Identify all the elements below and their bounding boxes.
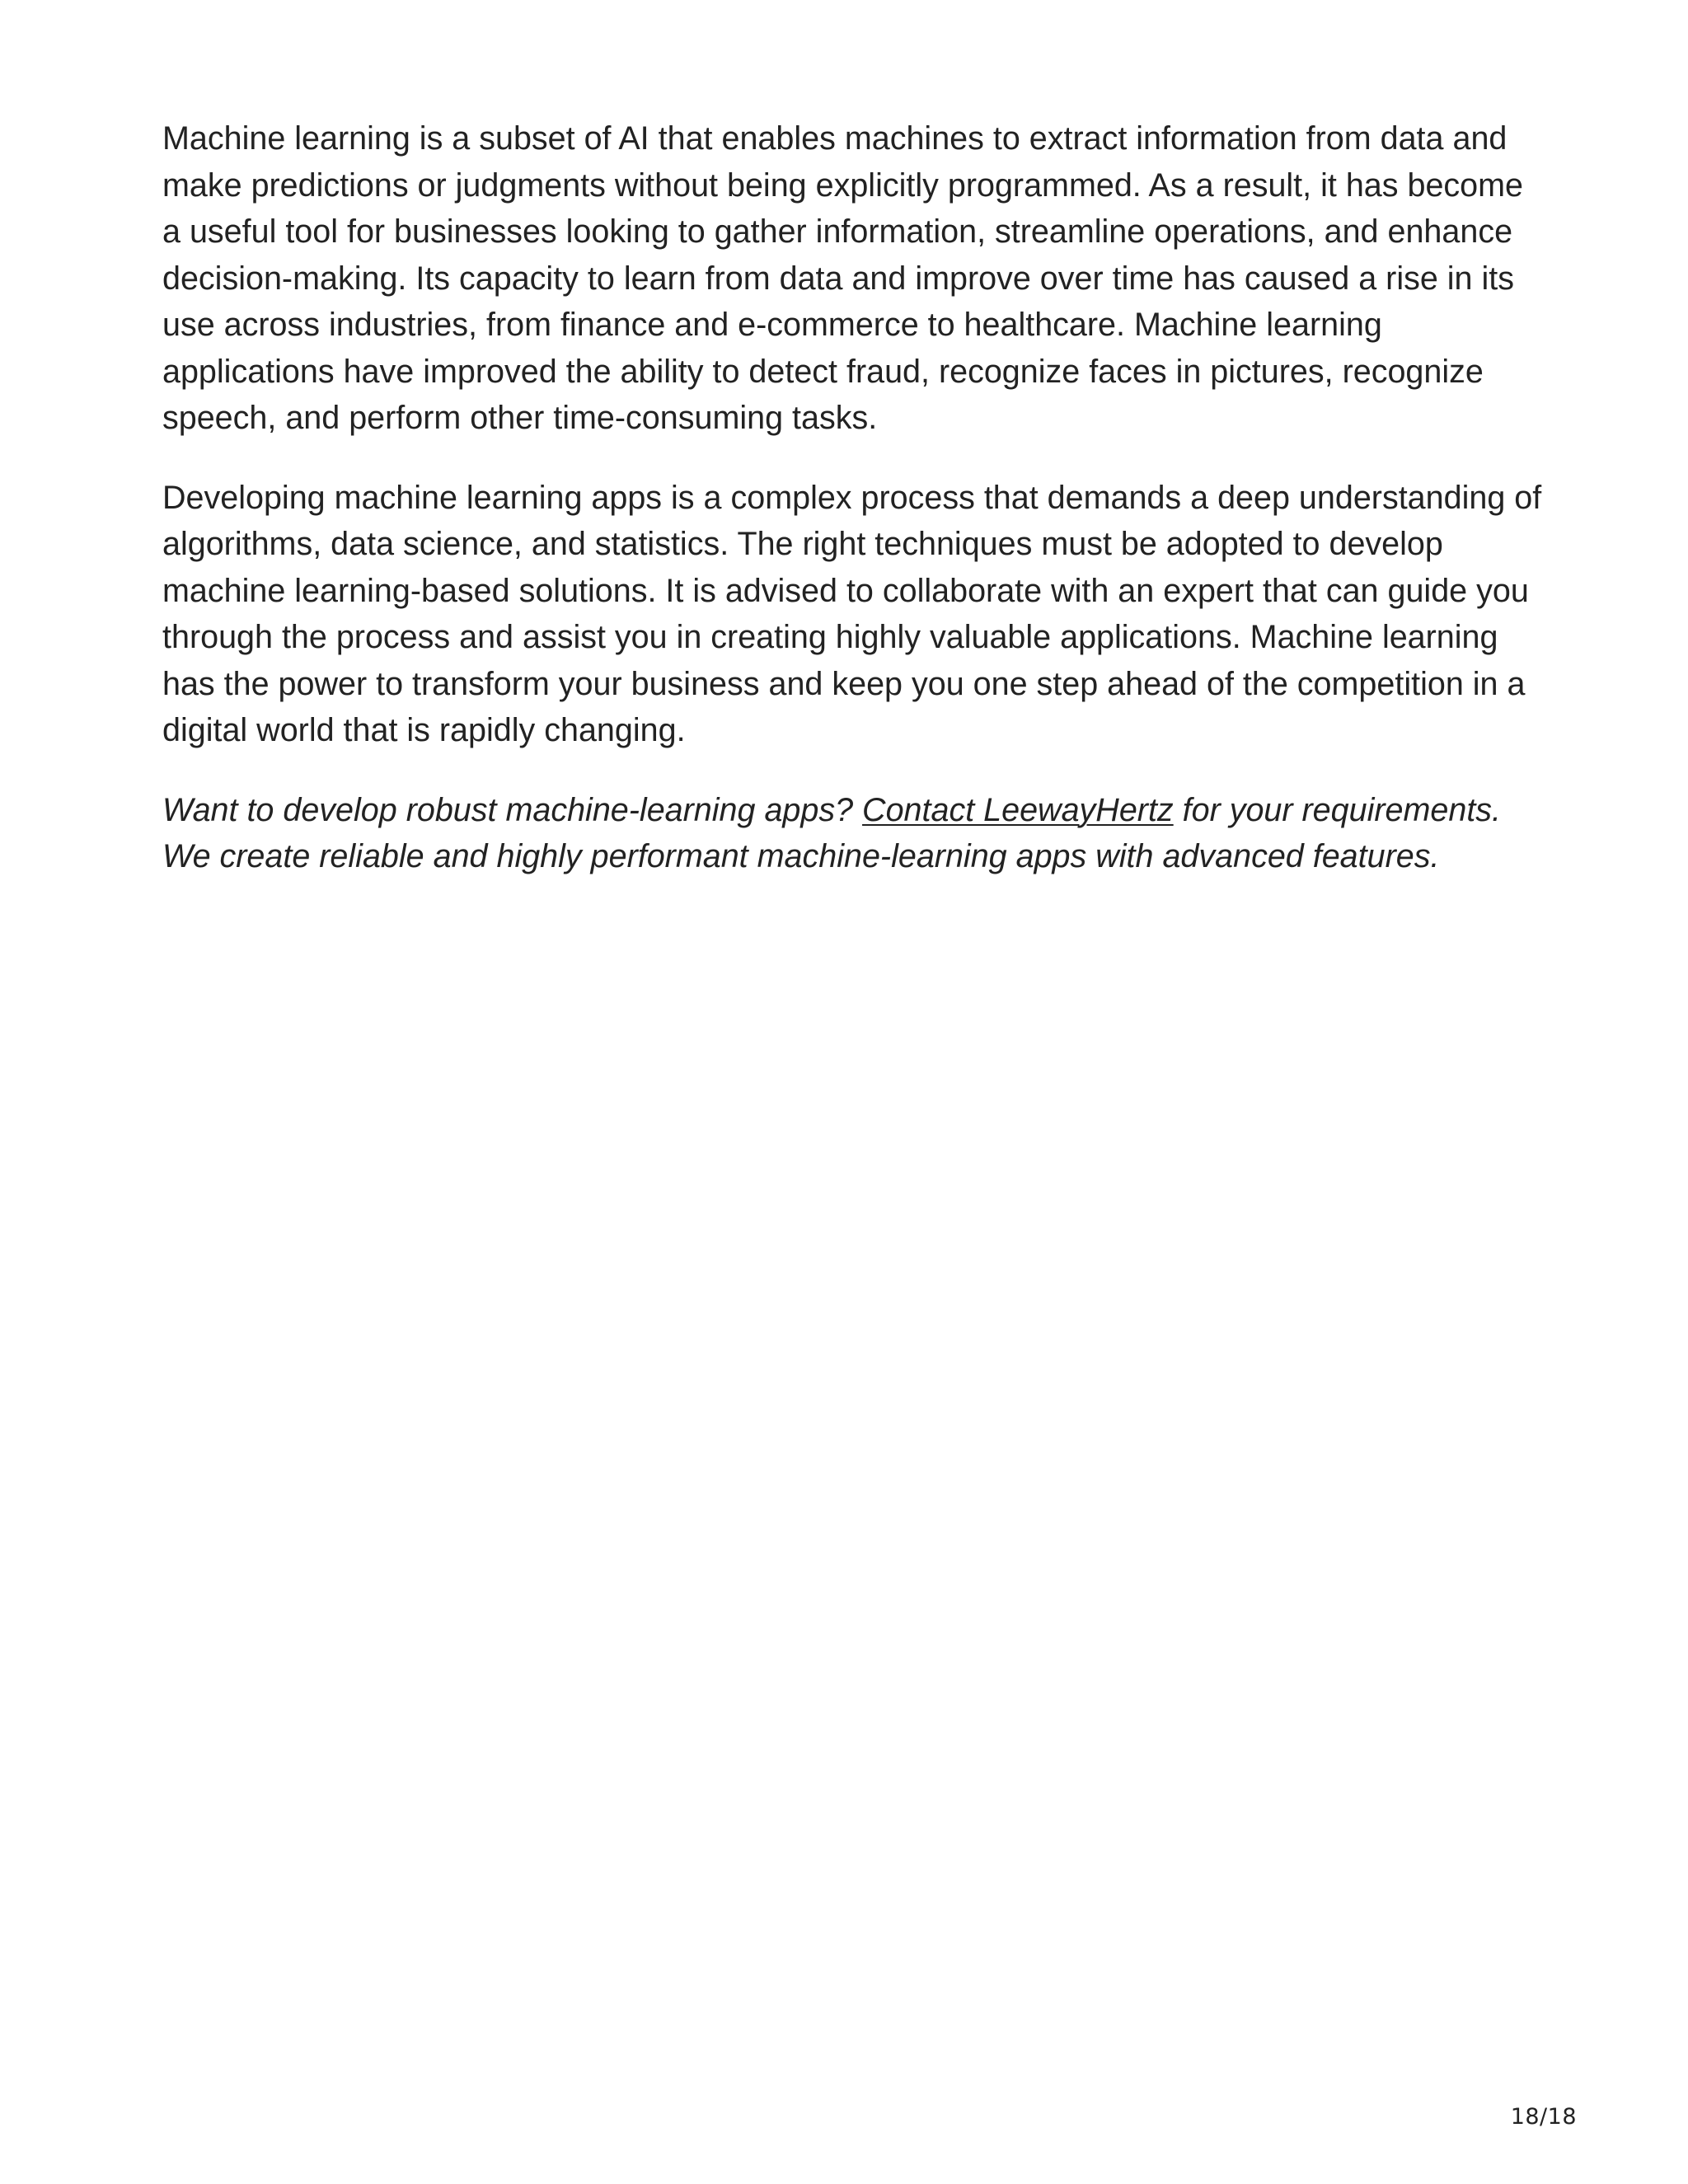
document-body: [162, 115, 1547, 913]
page-number: 18/18: [1510, 2104, 1577, 2130]
call-to-action: [162, 787, 1547, 880]
paragraph-ml-development: Developing machine learning apps is a complex process that demands a deep understanding of algorithms, data science, and statistics. The right techniques must be adopted to develop machine learning-based solutions. It is advised to collaborate with an expert that can guide you through the process and assist you in creating highly valuable applications. Machine learning has the power to transform your business and keep you one step ahead of the competition in a digital world that is rapidly changing.: [162, 479, 1542, 748]
paragraph-ml-overview: Machine learning is a subset of AI that enables machines to extract information from data and make predictions or judgments without being explicitly programmed. As a result, it has become a useful tool for businesses looking to gather information, streamline operations, and enhance decision-making. Its capacity to learn from data and improve over time has caused a rise in its use across industries, from finance and e-commerce to healthcare. Machine learning applications have improved the ability to detect fraud, recognize faces in pictures, recognize speech, and perform other time-consuming tasks.: [162, 120, 1524, 436]
contact-leewayhertz-link[interactable]: Contact LeewayHertz: [862, 791, 1174, 828]
cta-text-after: for your requirements. We create reliable and highly performant machine-learning apps with advanced features.: [162, 791, 1502, 874]
cta-text-before: Want to develop robust machine-learning apps?: [162, 791, 863, 828]
